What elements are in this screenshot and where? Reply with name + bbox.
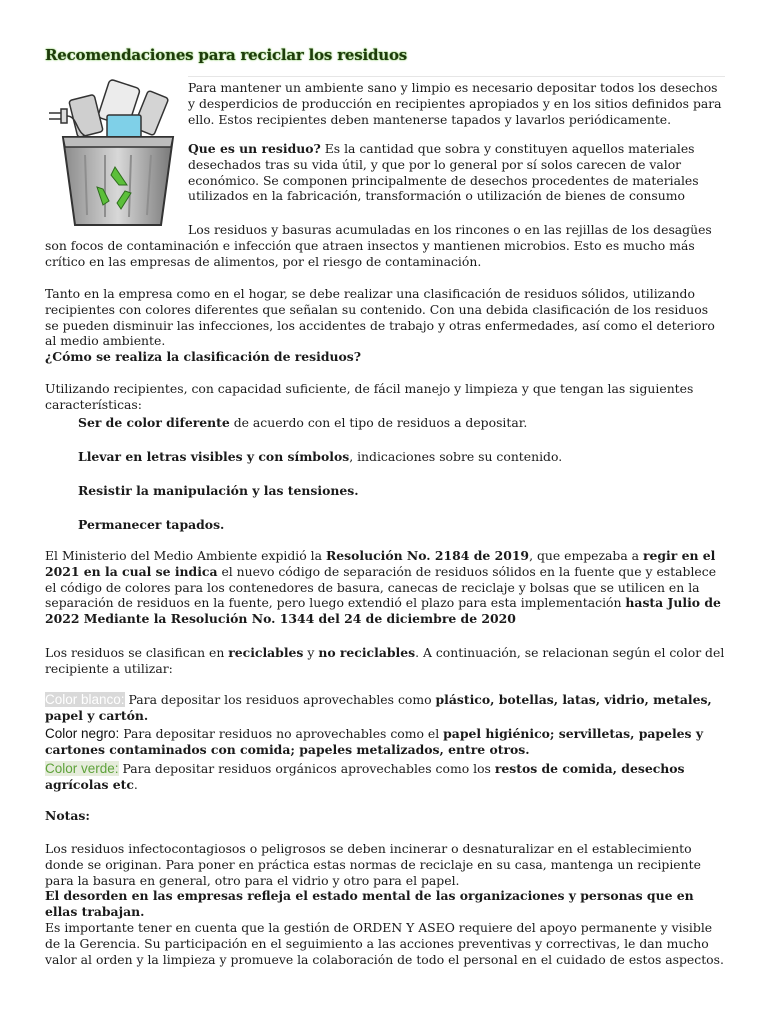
residuos-rincones-paragraph bbox=[45, 222, 725, 269]
caracteristica-bold: Llevar en letras visibles y con símbolos bbox=[78, 449, 350, 464]
document-page bbox=[45, 45, 725, 967]
ministerio-text: El Ministerio del Medio Ambiente expidió la bbox=[45, 548, 326, 563]
notas-paragraph bbox=[45, 841, 725, 920]
caracteristica-text: , indicaciones sobre su contenido. bbox=[349, 449, 563, 464]
empresa-hogar-paragraph: Tanto en la empresa como en el hogar, se debe realizar una clasificación de residuos sólidos, utilizando recipientes con colores diferentes que señalan su contenido. Con una debida clasificación de los residuos se pueden disminuir las infecciones, los accidentes de trabajo y otras enfermedades, así como el deterioro al medio ambiente. bbox=[45, 286, 715, 349]
caracteristica-item bbox=[78, 449, 725, 465]
notas-heading: Notas: bbox=[45, 808, 90, 823]
caracteristica-bold: Ser de color diferente bbox=[78, 415, 230, 430]
caracteristica-item bbox=[78, 483, 725, 499]
clasifican-paragraph bbox=[45, 645, 725, 677]
notas-text: Los residuos infectocontagiosos o peligrosos se deben incinerar o desnaturalizar en el establecimiento donde se originan. Para poner en práctica estas normas de reciclaje en su casa, mantenga un recipiente para la basura en general, otro para el vidrio y otro para el papel. bbox=[45, 841, 701, 888]
color-item-text: Para depositar residuos orgánicos aprovechables como los bbox=[118, 761, 495, 776]
clasifican-text: Los residuos se clasifican en bbox=[45, 645, 229, 660]
color-item-text: Para depositar los residuos aprovechables como bbox=[124, 692, 436, 707]
color-item-tail: . bbox=[133, 776, 138, 792]
intro-paragraph: Para mantener un ambiente sano y limpio es necesario depositar todos los desechos y desperdicios de producción en recipientes apropiados y en los sitios definidos para ello. Estos recipientes deben mantenerse tapados y lavarlos periódicamente. bbox=[188, 80, 722, 127]
color-verde-item bbox=[45, 761, 725, 793]
caracteristica-text: de acuerdo con el tipo de residuos a depositar. bbox=[229, 415, 528, 430]
caracteristica-item bbox=[78, 517, 725, 533]
gerencia-paragraph: Es importante tener en cuenta que la gestión de ORDEN Y ASEO requiere del apoyo permanente y visible de la Gerencia. Su participación en el seguimiento a las acciones preventivas y correctivas, le dan mucho valor al orden y la limpieza y promueve la colaboración de todo el personal en el cuidado de estos aspectos. bbox=[45, 920, 724, 967]
color-item-bold: restos de comida, desechos agrícolas etc bbox=[45, 761, 685, 792]
ministerio-text: el nuevo código de separación de residuos sólidos en la fuente que y establece el código de colores para los contenedores de basura, canecas de reciclaje y bolsas que se utilicen en la separación de residuos en la fuente, pero luego extendió el plazo para esta implementación bbox=[45, 563, 717, 611]
residuos-rincones-text: Los residuos y basuras acumuladas en los rincones o en las rejillas de los desagües son focos de contaminación e infección que atraen insectos y mantienen microbios. Esto es mucho más crítico en las empresas de alimentos, por el riesgo de contaminación. bbox=[45, 222, 712, 269]
clasifican-text: y bbox=[303, 645, 319, 660]
notas-bold-statement: El desorden en las empresas refleja el estado mental de las organizaciones y personas que en ellas trabajan. bbox=[45, 888, 694, 920]
caracteristica-item bbox=[78, 415, 725, 431]
caracteristica-bold: Permanecer tapados. bbox=[78, 517, 225, 532]
color-item-text: Para depositar residuos no aprovechables como el bbox=[119, 726, 444, 741]
resolucion-2184: Resolución No. 2184 de 2019 bbox=[325, 548, 530, 563]
clasifican-text: . A continuación, se relacionan según el color del recipiente a utilizar: bbox=[45, 645, 725, 676]
caracteristica-bold: Resistir la manipulación y las tensiones. bbox=[78, 483, 359, 498]
utilizando-paragraph: Utilizando recipientes, con capacidad suficiente, de fácil manejo y limpieza y que tengan las siguientes características: bbox=[45, 381, 694, 412]
reciclables-term: reciclables bbox=[228, 645, 304, 660]
color-item-bold: papel higiénico; servilletas, papeles y cartones contaminados con comida; papeles metalizados, entre otros. bbox=[45, 726, 704, 757]
color-blanco-item bbox=[45, 692, 725, 724]
color-verde-label: Color verde: bbox=[45, 761, 119, 776]
color-blanco-label: Color blanco: bbox=[45, 692, 125, 707]
document-title: Recomendaciones para reciclar los residuos bbox=[45, 46, 408, 64]
como-clasificacion-heading: ¿Cómo se realiza la clasificación de residuos? bbox=[45, 349, 362, 364]
color-negro-item bbox=[45, 726, 725, 758]
resolucion-1344: hasta Julio de 2022 Mediante la Resolución No. 1344 del 24 de diciembre de 2020 bbox=[45, 595, 721, 627]
ministerio-paragraph bbox=[45, 548, 725, 627]
title-divider bbox=[188, 76, 725, 77]
color-item-bold: plástico, botellas, latas, vidrio, metales, papel y cartón. bbox=[45, 692, 712, 723]
ministerio-text: , que empezaba a bbox=[529, 548, 643, 563]
recycling-bin-image bbox=[45, 75, 185, 231]
color-negro-label: Color negro: bbox=[45, 726, 120, 741]
regir-2021: regir en el 2021 en la cual se indica bbox=[45, 548, 716, 579]
que-es-residuo-text: Es la cantidad que sobra y constituyen aquellos materiales desechados tras su vida útil, y que por lo general por sí solos carecen de valor económico. Se componen principalmente de desechos procedentes de materiales utilizados en la fabricación, transformación o utilización de bienes de consumo bbox=[188, 141, 699, 204]
no-reciclables-term: no reciclables bbox=[318, 645, 416, 660]
que-es-residuo-question: Que es un residuo? bbox=[188, 141, 321, 156]
que-es-residuo-paragraph bbox=[188, 141, 725, 204]
